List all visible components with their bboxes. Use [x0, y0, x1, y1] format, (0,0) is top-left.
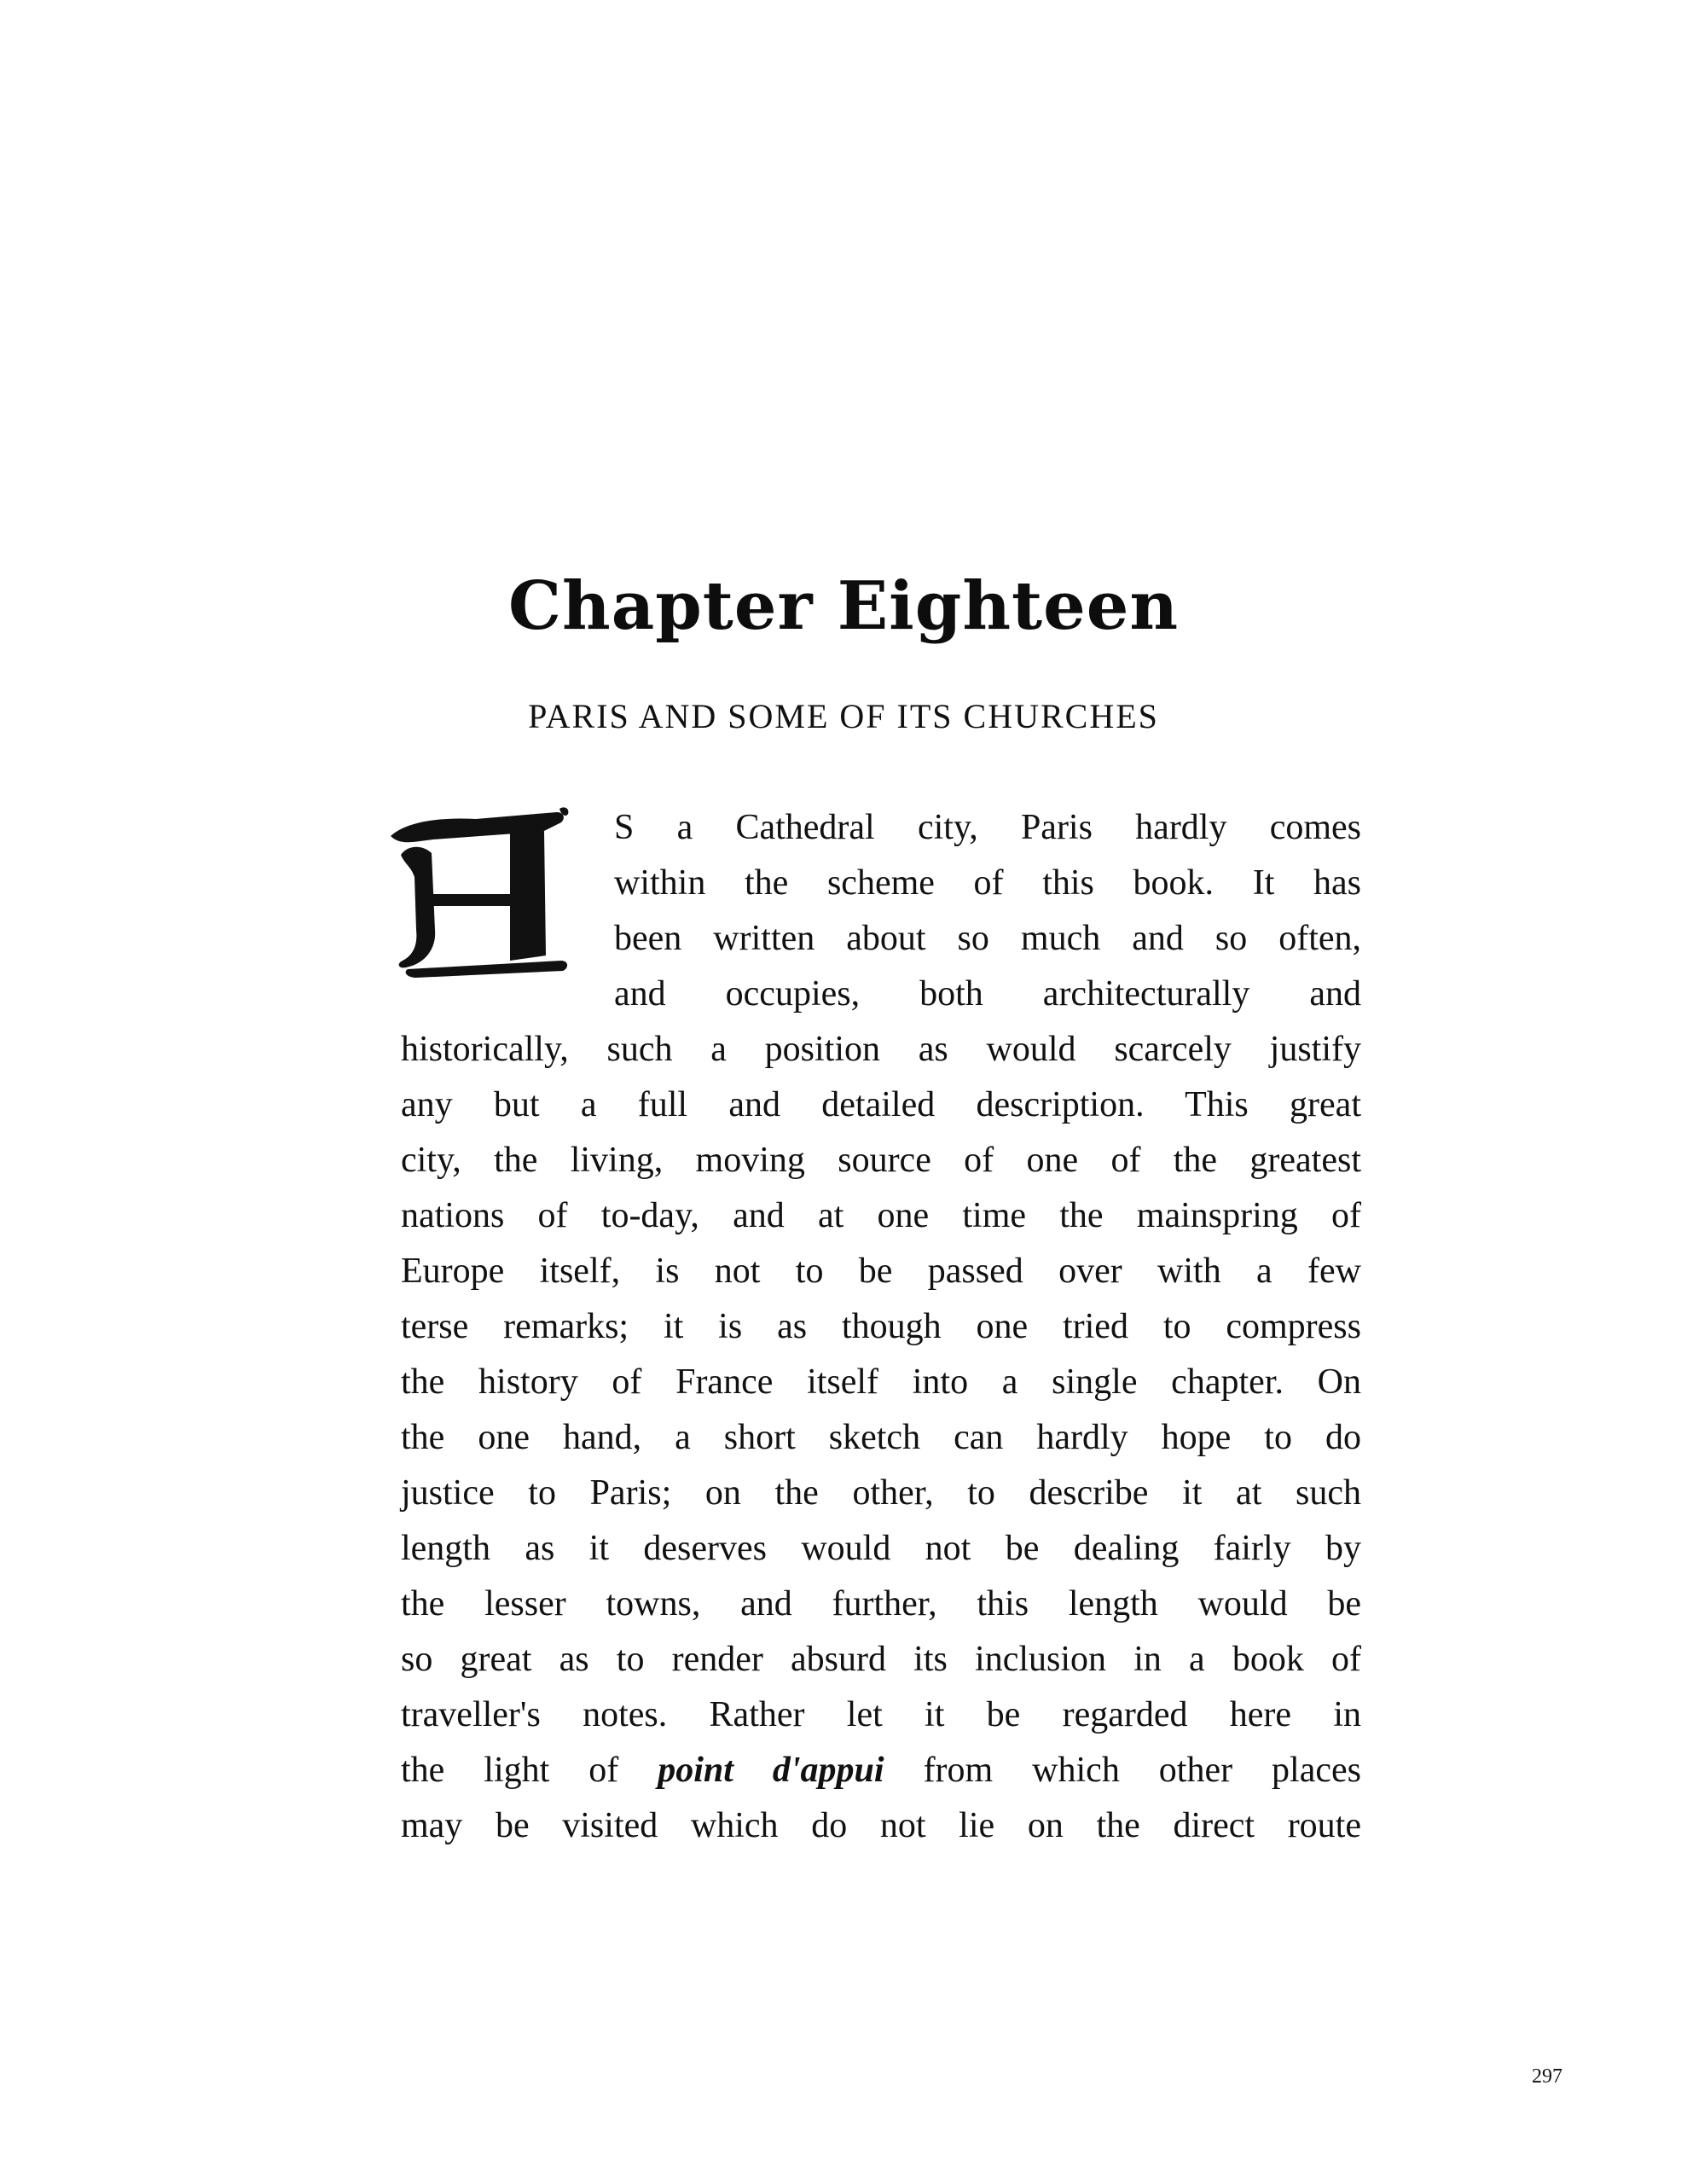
text-line: length as it deserves would not be dealing fairly by — [401, 1529, 1361, 1568]
text-line: Europe itself, is not to be passed over with a few — [401, 1252, 1361, 1291]
text-line: traveller's notes. Rather let it be regarded here in — [401, 1695, 1361, 1734]
text-line: within the scheme of this book. It has — [614, 863, 1361, 903]
text-line: may be visited which do not lie on the direct route — [401, 1806, 1361, 1845]
text-line: terse remarks; it is as though one tried to compress — [401, 1307, 1361, 1346]
text-line: nations of to-day, and at one time the mainspring of — [401, 1196, 1361, 1235]
text-line: the history of France itself into a single chapter. On — [401, 1362, 1361, 1402]
text-line: and occupies, both architecturally and — [614, 974, 1361, 1014]
italic-phrase: point d'appui — [658, 1751, 884, 1790]
text-line: historically, such a position as would scarcely justify — [401, 1030, 1361, 1069]
text-line: S a Cathedral city, Paris hardly comes — [614, 808, 1361, 847]
text-line: any but a full and detailed description. This great — [401, 1085, 1361, 1124]
page-number: 297 — [1532, 2065, 1562, 2088]
text-run: from which other places — [923, 1751, 1361, 1790]
text-line: city, the living, moving source of one of the greatest — [401, 1141, 1361, 1180]
text-line: so great as to render absurd its inclusion in a book of — [401, 1640, 1361, 1679]
text-line: the one hand, a short sketch can hardly hope to do — [401, 1418, 1361, 1457]
text-line: been written about so much and so often, — [614, 919, 1361, 958]
text-run: the light of — [401, 1751, 619, 1790]
chapter-heading: Chapter Eighteen — [507, 567, 1180, 645]
text-line: justice to Paris; on the other, to describe it at such — [401, 1473, 1361, 1513]
blackletter-initial-a-icon — [382, 802, 571, 983]
chapter-subtitle: PARIS AND SOME OF ITS CHURCHES — [528, 697, 1159, 735]
text-line: the lesser towns, and further, this length would be — [401, 1584, 1361, 1623]
text-line — [401, 1745, 1361, 1796]
drop-cap-initial — [382, 802, 571, 983]
